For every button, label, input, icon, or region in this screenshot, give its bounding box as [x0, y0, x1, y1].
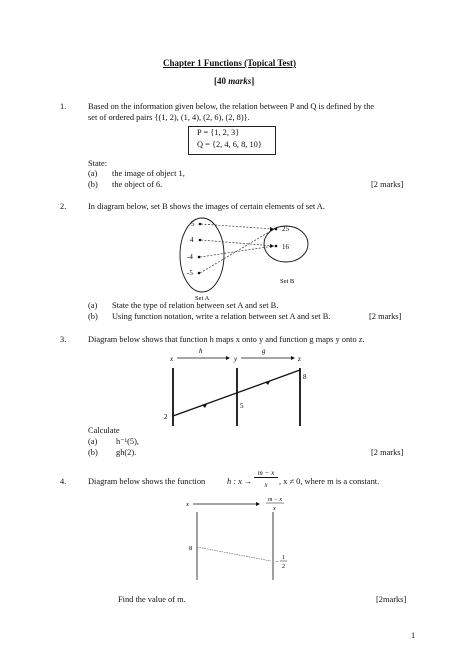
q3-line1: Diagram below shows that function h maps x onto y and function g maps y onto z.	[88, 335, 365, 344]
q3-number: 3.	[60, 335, 67, 344]
total-marks-open: [40	[214, 76, 229, 86]
q2-arrow-diagram	[150, 212, 330, 304]
q3-calculate: Calculate	[88, 426, 120, 435]
q1-b-text: the object of 6.	[112, 180, 163, 189]
q4-frac-denominator: x	[264, 481, 268, 489]
q3-val-8: 8	[303, 373, 307, 381]
q3-axis-y: y	[234, 355, 238, 363]
set-b-element-16: 16	[282, 243, 289, 251]
q4-arrow-diagram	[170, 496, 300, 582]
q3-axis-z: z	[298, 355, 301, 363]
q3-b-text: gh(2).	[116, 448, 137, 457]
q1-set-p: P = {1, 2, 3}	[197, 128, 240, 137]
q4-func-lhs: h : x →	[227, 477, 253, 486]
q3-val-2: 2	[164, 413, 168, 421]
set-b-element-25: 25	[282, 225, 289, 233]
set-a-element-5: 5	[191, 220, 195, 228]
page-title: Chapter 1 Functions (Topical Test)	[163, 58, 297, 68]
q4-mapping-line	[197, 547, 271, 561]
q4-frac-numerator: m − x	[254, 469, 278, 478]
q4-vertical-axes	[197, 512, 273, 580]
q4-line-suffix: , x ≠ 0, where m is a constant.	[279, 477, 380, 486]
q2-mapping-arrows	[200, 224, 274, 273]
set-a-element-neg4: -4	[187, 253, 193, 261]
q4-val-neg: −	[275, 559, 279, 566]
q3-a-text: h⁻¹(5),	[116, 437, 139, 446]
q4-diag-numerator: m − x	[268, 497, 283, 503]
q1-number: 1.	[60, 102, 67, 111]
q3-map-h: h	[199, 347, 203, 355]
q4-top-arrowhead	[256, 502, 260, 506]
q1-b-label: (b)	[88, 180, 98, 189]
q3-b-label: (b)	[88, 448, 98, 457]
q4-diag-denominator: x	[273, 506, 276, 512]
q1-state: State:	[88, 159, 108, 168]
q1-set-q: Q = {2, 4, 6, 8, 10}	[197, 140, 262, 149]
q4-val-8: 8	[189, 545, 193, 552]
q3-val-5: 5	[240, 402, 244, 410]
set-a-element-4: 4	[190, 236, 194, 244]
q3-marks: [2 marks]	[371, 448, 404, 457]
total-marks	[214, 76, 254, 86]
set-a-points	[198, 223, 202, 275]
set-b-label: Set B	[280, 278, 295, 285]
q4-val-half-num: 1	[282, 555, 285, 561]
q1-line1: Based on the information given below, the relation between P and Q is defined by the	[88, 102, 375, 111]
set-a-label: Set A	[195, 295, 210, 302]
q1-a-label: (a)	[88, 169, 98, 178]
q4-line-prefix: Diagram below shows the function	[88, 477, 206, 486]
q1-marks: [2 marks]	[371, 180, 404, 189]
q3-a-label: (a)	[88, 437, 98, 446]
total-marks-word: marks	[228, 76, 252, 86]
q4-marks: [2marks]	[376, 595, 407, 604]
q2-b-text: Using function notation, write a relation between set A and set B.	[112, 312, 331, 321]
q2-marks: [2 marks]	[369, 312, 402, 321]
q2-a-text: State the type of relation between set A and set B.	[112, 301, 279, 310]
q3-axis-x: x	[170, 355, 174, 363]
q3-map-g: g	[262, 347, 266, 355]
q4-val-half-den: 2	[282, 564, 285, 570]
set-b-points	[275, 228, 278, 248]
total-marks-close: ]	[251, 76, 255, 86]
q4-find: Find the value of m.	[118, 595, 186, 604]
q2-line1: In diagram below, set B shows the images of certain elements of set A.	[88, 202, 325, 211]
q4-diag-x: x	[186, 501, 189, 508]
q2-b-label: (b)	[88, 312, 98, 321]
q2-number: 2.	[60, 202, 67, 211]
q2-a-label: (a)	[88, 301, 98, 310]
q4-number: 4.	[60, 477, 67, 486]
q1-a-text: the image of object 1,	[112, 169, 185, 178]
page-number: 1	[411, 631, 416, 640]
q1-line2: set of ordered pairs {(1, 2), (1, 4), (2, 6), (2, 8)}.	[88, 113, 250, 122]
q3-arrow-diagram	[155, 346, 345, 430]
set-a-element-neg5: -5	[187, 269, 193, 277]
